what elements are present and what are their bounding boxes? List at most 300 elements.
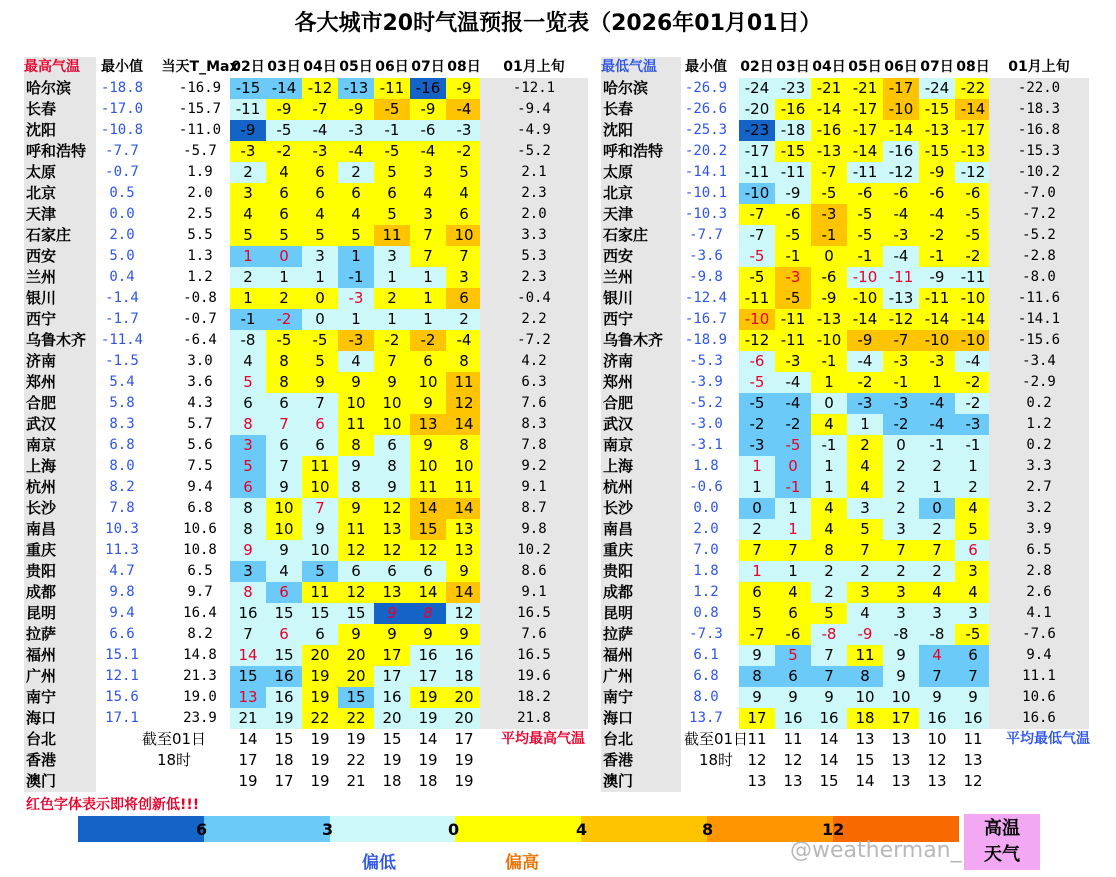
forecast-cell: 16	[266, 687, 302, 708]
forecast-cell: -2	[919, 225, 955, 246]
forecast-cell: 5	[775, 645, 811, 666]
city-row	[24, 624, 547, 645]
city-row	[601, 246, 1116, 267]
forecast-cell: 9	[446, 561, 482, 582]
city-name: 天津	[24, 204, 96, 225]
forecast-cell: 6	[775, 666, 811, 687]
forecast-cell: 11	[747, 730, 767, 748]
min-value: -16.7	[684, 311, 728, 327]
forecast-cell: 4	[847, 456, 883, 477]
data-note: 18时	[156, 751, 192, 769]
forecast-cell: -5	[847, 225, 883, 246]
red-font-note: 红色字体表示即将创新低!!!	[26, 797, 200, 813]
forecast-cell: 9	[374, 603, 410, 624]
forecast-cell: 10	[266, 498, 302, 519]
city-row	[24, 183, 547, 204]
forecast-cell: 7	[230, 624, 266, 645]
forecast-cell: 21	[230, 708, 266, 729]
decade-average: -2.9	[989, 372, 1089, 393]
forecast-cell: 9	[302, 372, 338, 393]
forecast-cell: 19	[454, 772, 474, 790]
decade-average: 1.2	[989, 414, 1089, 435]
forecast-cell: -3	[775, 267, 811, 288]
city-name: 贵阳	[601, 561, 681, 582]
forecast-cell: 14	[230, 645, 266, 666]
decade-average: 21.8	[480, 708, 588, 729]
forecast-cell: -21	[847, 78, 883, 99]
forecast-cell: -5	[266, 120, 302, 141]
forecast-cell: -1	[919, 435, 955, 456]
forecast-cell: 12	[927, 751, 947, 769]
city-row	[601, 435, 1116, 456]
forecast-cell: 8	[446, 351, 482, 372]
forecast-cell: 8	[811, 540, 847, 561]
city-row	[24, 246, 547, 267]
forecast-cell: -5	[955, 225, 991, 246]
city-row	[24, 477, 547, 498]
forecast-cell: -9	[410, 99, 446, 120]
forecast-cell: 4	[338, 351, 374, 372]
forecast-cell: 6	[266, 435, 302, 456]
forecast-cell: 17	[374, 666, 410, 687]
city-row	[24, 288, 551, 309]
forecast-cell: -5	[775, 435, 811, 456]
city-name: 郑州	[24, 372, 96, 393]
forecast-cell: 3	[883, 603, 919, 624]
forecast-cell: -3	[446, 120, 482, 141]
forecast-cell: 6	[302, 624, 338, 645]
forecast-cell: 2	[919, 456, 955, 477]
column-header: 最高气温	[24, 57, 96, 78]
forecast-cell: 9	[446, 624, 482, 645]
forecast-cell: 6	[374, 183, 410, 204]
forecast-cell: -2	[266, 309, 302, 330]
min-value: 10.3	[105, 521, 139, 537]
city-row	[601, 645, 1116, 666]
column-header: 01月上旬	[1008, 59, 1070, 75]
min-value: -10.8	[100, 122, 144, 138]
forecast-cell: 0	[811, 246, 847, 267]
forecast-cell: 19	[346, 730, 366, 748]
decade-average: 4.1	[989, 603, 1089, 624]
forecast-cell: -10	[739, 309, 775, 330]
city-name: 贵阳	[24, 561, 96, 582]
today-max: 6.5	[187, 563, 213, 579]
forecast-cell: -13	[919, 120, 955, 141]
forecast-cell: -3	[919, 351, 955, 372]
city-name: 北京	[601, 183, 681, 204]
city-name: 西安	[24, 246, 96, 267]
forecast-cell: 10	[410, 456, 446, 477]
decade-average: -5.2	[480, 141, 588, 162]
forecast-cell: 5	[446, 162, 482, 183]
city-name: 重庆	[24, 540, 96, 561]
forecast-cell: 3	[955, 561, 991, 582]
forecast-cell: 16	[374, 687, 410, 708]
decade-average: -7.0	[989, 183, 1089, 204]
forecast-cell: 1	[811, 477, 847, 498]
legend-tick: 8	[702, 820, 714, 839]
forecast-cell: -10	[919, 330, 955, 351]
city-name: 香港	[601, 750, 681, 771]
city-row	[24, 78, 556, 99]
forecast-cell: 10	[446, 456, 482, 477]
city-name: 沈阳	[24, 120, 96, 141]
forecast-cell: 8	[230, 519, 266, 540]
forecast-cell: 13	[783, 772, 803, 790]
forecast-cell: 12	[446, 603, 482, 624]
min-value: -3.6	[689, 248, 723, 264]
decade-average: 3.3	[480, 225, 588, 246]
min-value: -3.1	[689, 437, 723, 453]
forecast-cell: -1	[230, 309, 266, 330]
forecast-cell: 4	[302, 204, 338, 225]
min-value: 2.0	[693, 521, 719, 537]
min-value: -7.7	[689, 227, 723, 243]
today-max: 1.3	[187, 248, 213, 264]
city-name: 上海	[24, 456, 96, 477]
city-row	[601, 519, 1116, 540]
forecast-cell: -24	[919, 78, 955, 99]
decade-average: 2.6	[989, 582, 1089, 603]
forecast-cell: 6	[955, 540, 991, 561]
forecast-cell: 14	[819, 751, 839, 769]
decade-average: -15.3	[989, 141, 1089, 162]
forecast-cell: 2	[811, 561, 847, 582]
today-max: 1.2	[187, 269, 213, 285]
forecast-cell: 8	[446, 435, 482, 456]
min-value: 7.0	[693, 542, 719, 558]
forecast-cell: 10	[374, 393, 410, 414]
forecast-cell: -21	[811, 78, 847, 99]
city-name: 长春	[24, 99, 96, 120]
forecast-cell: -11	[883, 267, 919, 288]
data-note: 截至01日	[141, 730, 207, 748]
forecast-cell: 22	[346, 751, 366, 769]
city-name: 哈尔滨	[601, 78, 681, 99]
forecast-cell: 4	[775, 582, 811, 603]
decade-average: 7.8	[480, 435, 588, 456]
column-header: 06日	[884, 59, 918, 75]
today-max: 3.6	[187, 374, 213, 390]
forecast-cell: -11	[955, 267, 991, 288]
legend-seg-yellow	[455, 816, 581, 842]
column-header: 04日	[812, 59, 846, 75]
city-name: 长沙	[601, 498, 681, 519]
city-row	[601, 498, 1116, 519]
forecast-cell: 19	[310, 751, 330, 769]
min-value: 1.8	[693, 563, 719, 579]
forecast-cell: 9	[410, 435, 446, 456]
city-name: 太原	[24, 162, 96, 183]
forecast-cell: -4	[883, 204, 919, 225]
forecast-cell: -4	[919, 393, 955, 414]
forecast-cell: -11	[775, 162, 811, 183]
decade-average: 0.2	[989, 435, 1089, 456]
forecast-cell: 3	[302, 246, 338, 267]
min-value: 8.2	[109, 479, 135, 495]
forecast-cell: 1	[230, 288, 266, 309]
city-row	[24, 99, 551, 120]
forecast-cell: 13	[963, 751, 983, 769]
city-name: 南昌	[601, 519, 681, 540]
decade-average: 19.6	[480, 666, 588, 687]
decade-average: 8.6	[480, 561, 588, 582]
forecast-cell: -4	[955, 351, 991, 372]
forecast-cell: -14	[811, 99, 847, 120]
forecast-cell: -1	[374, 120, 410, 141]
today-max: 2.0	[187, 185, 213, 201]
forecast-cell: -5	[302, 330, 338, 351]
forecast-cell: -16	[410, 78, 446, 99]
today-max: 5.6	[187, 437, 213, 453]
city-row	[601, 414, 1116, 435]
forecast-cell: -6	[739, 351, 775, 372]
city-name: 石家庄	[24, 225, 96, 246]
forecast-cell: 1	[410, 288, 446, 309]
forecast-cell: 18	[382, 772, 402, 790]
forecast-cell: 22	[302, 708, 338, 729]
legend-tick: 0	[448, 820, 460, 839]
today-max: 3.0	[187, 353, 213, 369]
city-name: 西安	[601, 246, 681, 267]
forecast-cell: 9	[374, 477, 410, 498]
column-header: 07日	[920, 59, 954, 75]
forecast-cell: 21	[346, 772, 366, 790]
forecast-cell: -3	[739, 435, 775, 456]
column-header: 05日	[848, 59, 882, 75]
forecast-cell: 15	[338, 687, 374, 708]
forecast-cell: -10	[811, 330, 847, 351]
forecast-cell: -13	[955, 141, 991, 162]
forecast-cell: 14	[819, 730, 839, 748]
min-value: -11.4	[100, 332, 144, 348]
city-name: 长沙	[24, 498, 96, 519]
today-max: 5.7	[187, 416, 213, 432]
forecast-cell: -10	[847, 267, 883, 288]
forecast-cell: 7	[266, 414, 302, 435]
min-value: 0.5	[109, 185, 135, 201]
city-row	[24, 603, 551, 624]
forecast-cell: -9	[919, 162, 955, 183]
min-value: -18.8	[100, 80, 144, 96]
min-value: -14.1	[684, 164, 728, 180]
forecast-cell: -13	[338, 78, 374, 99]
forecast-cell: 5	[230, 225, 266, 246]
legend-tick: 3	[322, 820, 334, 839]
forecast-cell: 18	[847, 708, 883, 729]
city-row	[24, 456, 547, 477]
min-value: 6.6	[109, 626, 135, 642]
forecast-cell: 9	[955, 687, 991, 708]
forecast-cell: 7	[374, 351, 410, 372]
forecast-cell: 12	[963, 772, 983, 790]
forecast-cell: 8	[338, 435, 374, 456]
decade-average: 3.2	[989, 498, 1089, 519]
forecast-cell: 3	[230, 561, 266, 582]
forecast-cell: 15	[338, 603, 374, 624]
forecast-cell: 9	[338, 624, 374, 645]
forecast-cell: 2	[266, 288, 302, 309]
extra-city-row	[601, 729, 1116, 750]
min-value: -9.8	[689, 269, 723, 285]
city-row	[24, 204, 547, 225]
legend-tick: 6	[196, 820, 208, 839]
forecast-cell: -8	[230, 330, 266, 351]
extra-city-row	[24, 750, 544, 771]
forecast-cell: -17	[847, 120, 883, 141]
forecast-cell: 16	[266, 666, 302, 687]
decade-average: 8.3	[480, 414, 588, 435]
min-value: 1.8	[693, 458, 719, 474]
forecast-cell: 19	[310, 772, 330, 790]
forecast-cell: 20	[302, 645, 338, 666]
forecast-cell: 1	[847, 414, 883, 435]
forecast-cell: 5	[230, 456, 266, 477]
forecast-cell: -3	[955, 414, 991, 435]
column-header: 01月上旬	[503, 59, 565, 75]
city-row	[601, 561, 1116, 582]
forecast-cell: 1	[775, 561, 811, 582]
forecast-cell: 9	[338, 372, 374, 393]
forecast-cell: -7	[739, 225, 775, 246]
city-name: 乌鲁木齐	[24, 330, 96, 351]
city-row	[24, 666, 551, 687]
forecast-cell: -23	[739, 120, 775, 141]
forecast-cell: 7	[847, 540, 883, 561]
city-row	[24, 393, 547, 414]
forecast-cell: 19	[410, 687, 446, 708]
forecast-cell: 2	[883, 561, 919, 582]
today-max: 10.6	[183, 521, 217, 537]
min-value: 5.0	[109, 248, 135, 264]
forecast-cell: 20	[446, 708, 482, 729]
forecast-cell: 9	[775, 687, 811, 708]
header-row	[24, 57, 565, 78]
forecast-cell: 5	[811, 603, 847, 624]
forecast-cell: 19	[382, 751, 402, 769]
column-header: 当天T_Max	[161, 59, 239, 75]
forecast-cell: 16	[230, 603, 266, 624]
forecast-cell: 1	[811, 456, 847, 477]
column-header: 最小值	[101, 59, 143, 75]
forecast-cell: 1	[811, 372, 847, 393]
forecast-cell: -9	[919, 267, 955, 288]
min-value: -7.7	[105, 143, 139, 159]
today-max: 6.8	[187, 500, 213, 516]
extra-city-row	[601, 750, 1116, 771]
forecast-cell: 9	[883, 666, 919, 687]
forecast-cell: 4	[811, 414, 847, 435]
forecast-cell: 6	[266, 582, 302, 603]
decade-average: -7.2	[480, 330, 588, 351]
forecast-cell: 10	[883, 687, 919, 708]
city-name: 昆明	[24, 603, 96, 624]
forecast-cell: 8	[338, 477, 374, 498]
forecast-cell: -5	[955, 624, 991, 645]
min-value: 15.1	[105, 647, 139, 663]
forecast-cell: 1	[775, 519, 811, 540]
forecast-cell: 16	[919, 708, 955, 729]
city-row	[24, 120, 551, 141]
forecast-cell: 9	[410, 393, 446, 414]
city-name: 澳门	[601, 771, 681, 792]
forecast-cell: 6	[266, 624, 302, 645]
decade-average: 10.2	[480, 540, 588, 561]
forecast-cell: 1	[775, 498, 811, 519]
forecast-cell: 13	[855, 730, 875, 748]
decade-average: 2.0	[480, 204, 588, 225]
city-name: 拉萨	[601, 624, 681, 645]
decade-average: 4.2	[480, 351, 588, 372]
forecast-cell: 11	[338, 519, 374, 540]
forecast-cell: -4	[775, 393, 811, 414]
extra-city-row	[601, 771, 1116, 792]
city-name: 长春	[601, 99, 681, 120]
min-value: -0.6	[689, 479, 723, 495]
forecast-cell: 13	[891, 730, 911, 748]
forecast-cell: 0	[302, 309, 338, 330]
decade-average: 7.6	[480, 624, 588, 645]
city-name: 银川	[601, 288, 681, 309]
min-value: 0.4	[109, 269, 135, 285]
min-value: 7.8	[109, 500, 135, 516]
min-value: -1.4	[105, 290, 139, 306]
forecast-cell: -24	[739, 78, 775, 99]
forecast-cell: 15	[410, 519, 446, 540]
forecast-cell: 6	[338, 561, 374, 582]
forecast-cell: 8	[374, 456, 410, 477]
forecast-cell: -3	[775, 351, 811, 372]
forecast-cell: -12	[883, 309, 919, 330]
forecast-cell: 7	[302, 498, 338, 519]
city-name: 海口	[601, 708, 681, 729]
forecast-cell: -1	[811, 351, 847, 372]
forecast-cell: 6	[775, 603, 811, 624]
forecast-cell: -17	[883, 78, 919, 99]
forecast-cell: -1	[775, 246, 811, 267]
forecast-cell: 11	[338, 414, 374, 435]
legend-tick: 12	[822, 820, 845, 839]
forecast-cell: 10	[847, 687, 883, 708]
forecast-cell: 0	[811, 393, 847, 414]
city-name: 合肥	[24, 393, 96, 414]
city-name: 兰州	[601, 267, 681, 288]
city-name: 成都	[601, 582, 681, 603]
forecast-cell: -13	[883, 288, 919, 309]
forecast-cell: -14	[883, 120, 919, 141]
gaowen-label: 高温	[984, 818, 1020, 839]
forecast-cell: 20	[338, 645, 374, 666]
forecast-cell: 19	[410, 708, 446, 729]
min-value: 12.1	[105, 668, 139, 684]
city-name: 郑州	[601, 372, 681, 393]
forecast-cell: -10	[739, 183, 775, 204]
forecast-cell: 10	[302, 477, 338, 498]
forecast-cell: -17	[739, 141, 775, 162]
forecast-cell: -15	[230, 78, 266, 99]
city-name: 广州	[24, 666, 96, 687]
forecast-cell: 6	[338, 183, 374, 204]
forecast-cell: -12	[883, 162, 919, 183]
forecast-cell: 17	[274, 772, 294, 790]
forecast-cell: 6	[374, 561, 410, 582]
forecast-cell: 2	[883, 477, 919, 498]
forecast-cell: 3	[410, 162, 446, 183]
decade-average: 5.3	[480, 246, 588, 267]
forecast-cell: 4	[955, 582, 991, 603]
forecast-cell: -2	[410, 330, 446, 351]
